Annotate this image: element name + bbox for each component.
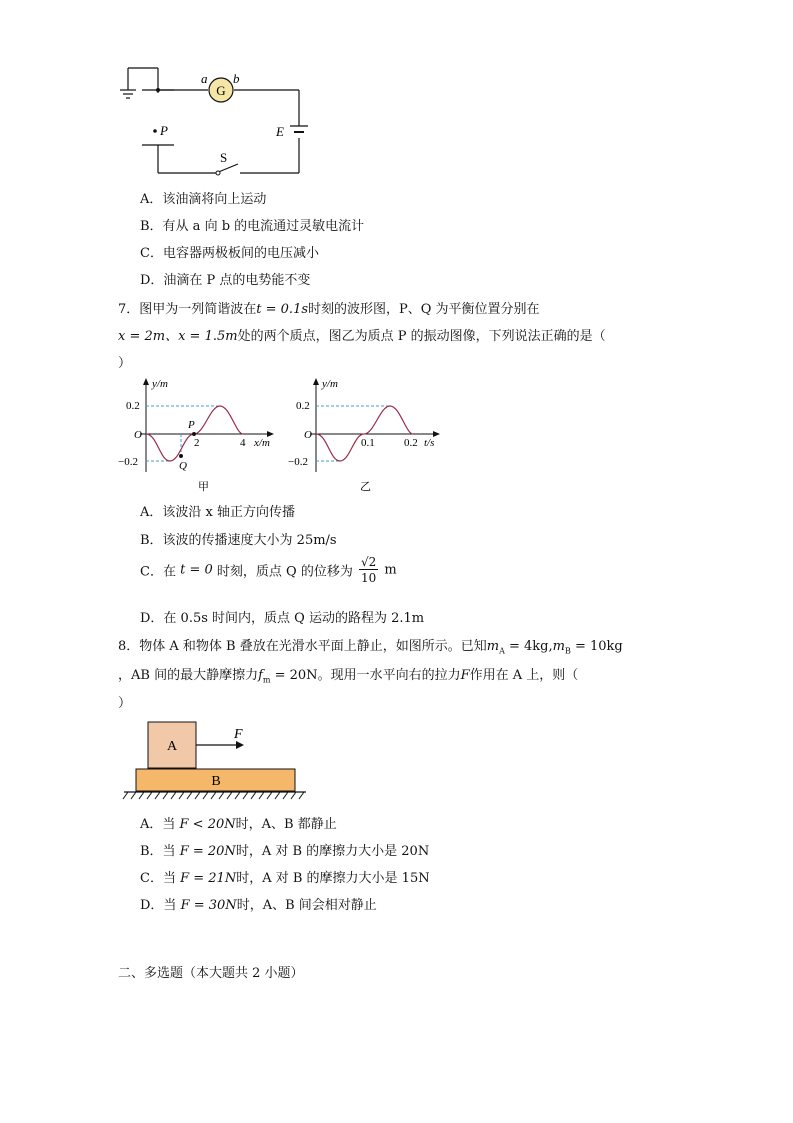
q8-option-c: C．当 F = 21N时，A 对 B 的摩擦力大小是 15N xyxy=(140,871,430,886)
jia-xtick-2: 2 xyxy=(194,437,200,449)
yi-xtick-01: 0.1 xyxy=(361,437,375,449)
ground-symbol xyxy=(120,68,158,98)
q7-stem-line1: 7．图甲为一列简谐波在t = 0.1s时刻的波形图，P、Q 为平衡位置分别在 xyxy=(118,302,540,317)
q8-stem-line1: 8．物体 A 和物体 B 叠放在光滑水平面上静止，如图所示。已知$m_A = 4kg,m_B = 10kg$ xyxy=(118,639,623,656)
ground-hatching xyxy=(123,792,304,799)
yi-caption: 乙 xyxy=(360,481,371,493)
q6-option-d: D．油滴在 P 点的电势能不变 xyxy=(140,273,311,288)
jia-xtick-4: 4 xyxy=(240,437,246,449)
sqrt2-over-10-fraction: $\frac{√2}{10}$ xyxy=(360,555,377,585)
yi-xtick-02: 0.2 xyxy=(404,437,418,449)
section-heading-multi-choice: 二、多选题（本大题共 2 小题） xyxy=(118,966,304,981)
q8-stem-line2: ，AB 间的最大静摩擦力$f_m = 20N$。现用一水平向右的拉力F作用在 A 上，则（ xyxy=(118,668,579,685)
jia-ytick-top: 0.2 xyxy=(126,400,140,412)
vibration-graph-yi xyxy=(282,372,452,494)
jia-xlabel: x/m xyxy=(254,437,270,449)
q6-option-a: A．该油滴将向上运动 xyxy=(140,192,267,207)
q7-option-b: B．该波的传播速度大小为 25m/s xyxy=(140,533,337,548)
force-F-label: F xyxy=(234,727,243,742)
terminal-b-label: b xyxy=(233,71,240,86)
yi-origin: O xyxy=(304,429,312,441)
q6-option-b: B．有从 a 向 b 的电流通过灵敏电流计 xyxy=(140,219,365,234)
jia-point-Q xyxy=(179,454,183,458)
battery-E-label: E xyxy=(276,124,284,139)
jia-origin: O xyxy=(134,429,142,441)
jia-caption: 甲 xyxy=(198,481,209,493)
q7-option-d: D．在 0.5s 时间内，质点 Q 运动的路程为 2.1m xyxy=(140,611,425,626)
jia-ylabel: y/m xyxy=(152,378,168,390)
q8-option-a: A．当 F < 20N时，A、B 都静止 xyxy=(140,817,337,832)
q8-option-b: B．当 F = 20N时，A 对 B 的摩擦力大小是 20N xyxy=(140,844,430,859)
q7-stem-line3: ） xyxy=(118,356,132,371)
force-arrow-icon xyxy=(236,741,244,749)
junction-dot xyxy=(156,88,160,92)
block-B-label: B xyxy=(211,774,221,789)
block-A-label: A xyxy=(166,739,178,754)
switch-pivot xyxy=(216,171,220,175)
wave-graph-jia xyxy=(112,372,282,494)
q7-option-a: A．该波沿 x 轴正方向传播 xyxy=(140,505,295,520)
q8-option-d: D．当 F = 30N时，A、B 间会相对静止 xyxy=(140,898,377,913)
galvanometer-label: G xyxy=(216,83,226,98)
q7-stem-line2: x = 2m、x = 1.5m处的两个质点，图乙为质点 P 的振动图像，下列说法正确的是（ xyxy=(118,329,606,344)
terminal-a-label: a xyxy=(201,71,208,86)
yi-xlabel: t/s xyxy=(424,437,435,449)
jia-ytick-bottom: −0.2 xyxy=(118,456,138,468)
q8-stem-line3: ） xyxy=(118,696,132,711)
q6-option-c: C．电容器两极板间的电压减小 xyxy=(140,246,319,261)
yi-ytick-top: 0.2 xyxy=(296,400,310,412)
oil-drop-dot xyxy=(153,129,157,133)
jia-label-P: P xyxy=(188,419,195,431)
capacitor-circuit-diagram xyxy=(112,60,312,185)
jia-label-Q: Q xyxy=(179,460,187,472)
switch-S-label: S xyxy=(220,150,228,165)
q7-option-c: C．在 t = 0 时刻，质点 Q 的位移为 $\frac{√2}{10}$ m xyxy=(140,555,397,585)
yi-ytick-bottom: −0.2 xyxy=(288,456,308,468)
point-P-label: P xyxy=(160,123,168,138)
battery-icon xyxy=(290,126,308,132)
stacked-blocks-diagram xyxy=(120,718,306,802)
jia-point-P xyxy=(192,432,196,436)
yi-ylabel: y/m xyxy=(322,378,338,390)
